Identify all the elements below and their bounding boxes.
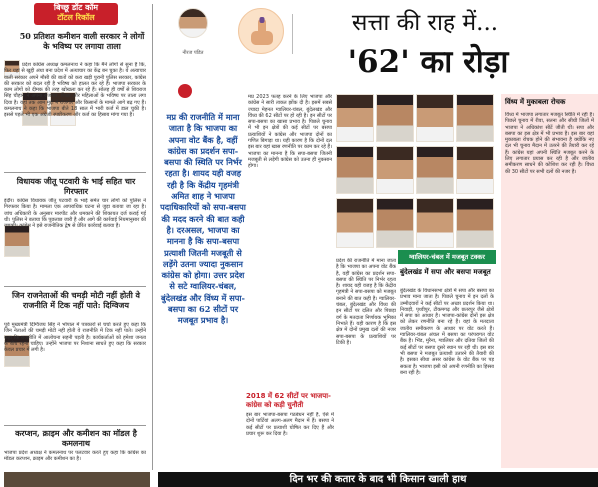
headline-corruption: करप्शन, क्राइम और कमीशन का मॉडल है कमलनाथ [15,428,137,448]
hand-ink-icon [238,8,284,54]
subhead-2018: 2018 में 62 सीटों पर भाजपा-कांग्रेस को कड़ी चुनौती [246,392,331,409]
candidate-photo [456,94,494,142]
author-photo [178,8,208,38]
sidebar-vindhya [501,94,598,468]
section-banner-gwalior: ग्वालियर-चंबल में मजबूत टक्कर [398,250,496,264]
subhead-bundelkhand: बुंदेलखंड में सपा और बसपा मजबूत [400,268,491,276]
article-text-a: मप्र 2023 फतह करने के लिए भाजपा और कांग्रेस ने सारी ताकत झोंक दी है। इसमें सबसे ज्यादा मेहनत ग्वालियर-चंबल, बुंदेलखंड और विंध्य की 62 सीटों पर हो रही है। इन सीटों पर सपा-बसपा का खासा प्रभाव है। पिछले चुनाव में भी इन क्षेत्रों की कई सीटों पर बसपा प्रत्याशियों ने कांग्रेस और भाजपा दोनों का गणित बिगाड़ा था। यही कारण है कि दोनों दल इस बार यहां खास रणनीति पर काम कर रहे हैं। भाजपा का मानना है कि सपा-बसपा जितनी मजबूती से लड़ेगी कांग्रेस को उतना ही नुकसान होगा। [248,94,332,170]
sidebar-body: विंध्य में भाजपा लगातार मजबूत स्थिति में रही है। पिछले चुनाव में रीवा, सतना और सीधी जिलों में भाजपा ने अधिकांश सीटें जीती थीं। सपा और बसपा का इस क्षेत्र में भी प्रभाव है। इस बार यहां मुकाबला रोचक होने की संभावना है क्योंकि नए दल भी चुनाव मैदान में उतरने की तैयारी कर रहे हैं। कांग्रेस यहां अपनी स्थिति मजबूत करने के लिए लगातार प्रयास कर रही है और जातीय समीकरण साधने की कोशिश कर रही है। विंध्य की 30 सीटों पर सभी दलों की नजर है। [505,112,594,175]
left-column [0,0,150,472]
candidate-photo [336,146,374,194]
candidate-photo [416,198,454,248]
bullet-icon [178,84,192,98]
candidate-photo [376,198,414,248]
sidebar-title: विंध्य में मुकाबला रोचक [505,98,566,106]
story-digvijay-body: पूर्व मुख्यमंत्री दिग्विजय सिंह ने भोपाल में पत्रकारों से चर्चा करते हुए कहा कि जिन नेताओं की चमड़ी मोटी नहीं होती वे राजनीति में टिक नहीं पाते। उन्होंने कहा कि राजनीति में आलोचना सहनी पड़ती है। कार्यकर्ताओं को हमेशा जनता के बीच रहना चाहिए। उन्होंने भाजपा पर निशाना साधते हुए कहा कि सरकार केवल प्रचार में लगी है। [4,322,146,354]
bottom-banner: दिन भर की कतार के बाद भी किसान खाली हाथ [158,472,598,487]
divider [4,286,146,287]
article-column-c [400,288,494,468]
article-column-a-tail: इस बार भाजपा-बसपा गठबंधन नहीं है, ऐसे में दोनों पार्टियां अलग-अलग मैदान में हैं। बसपा ने कई सीटों पर प्रत्याशी घोषित कर दिए हैं और प्रचार शुरू कर दिया है। [246,412,334,437]
divider [292,14,293,54]
story-jitu-body: इंदौर। कांग्रेस विधायक जीतू पटवारी के भाई समेत चार लोगों को पुलिस ने गिरफ्तार किया है। मामला एक आपराधिक घटना से जुड़ा बताया जा रहा है। जांच अधिकारी के अनुसार मारपीट और धमकाने की शिकायत दर्ज कराई गई थी। पुलिस ने बताया कि पूछताछ जारी है और आगे की कार्रवाई नियमानुसार की जाएगी। कांग्रेस ने इसे राजनीतिक द्वेष से प्रेरित कार्रवाई बताया है। [4,198,146,230]
candidate-photo [336,94,374,142]
article-column-b: प्रदेश की राजनीति में माना जाता है कि भाजपा का अपना वोट बैंक है, वहीं कांग्रेस का प्रदर्शन सपा-बसपा की स्थिति पर निर्भर रहता है। शायद यही वजह है कि केंद्रीय गृहमंत्री ने सपा-बसपा को मजबूत बनाने की बात कही है। ग्वालियर-चंबल, बुंदेलखंड और विंध्य की इन सीटों पर दलित और पिछड़ा वर्ग के मतदाता निर्णायक भूमिका निभाते हैं। यही कारण है कि इस क्षेत्र में दोनों प्रमुख दलों की नजर सपा-बसपा के प्रत्याशियों पर टिकी है। [336,258,396,346]
divider [4,172,146,173]
candidate-photo [336,198,374,248]
article-column-a [248,94,332,392]
article-text-c: बुंदेलखंड के विधानसभा क्षेत्रों में सपा और बसपा का प्रभाव माना जाता है। पिछले चुनाव में इन दलों के उम्मीदवारों ने कई सीटों पर अच्छा प्रदर्शन किया था। निवाड़ी, पृथ्वीपुर, टीकमगढ़ और छतरपुर जैसे क्षेत्रों में सपा का आधार है। भाजपा-कांग्रेस दोनों इस क्षेत्र को लेकर रणनीति बना रहे हैं। यहां के मतदाता जातीय समीकरण के आधार पर वोट करते हैं। [400,288,494,332]
article-text-d: ग्वालियर-चंबल अंचल में बसपा का परंपरागत वोट बैंक है। भिंड, मुरैना, ग्वालियर और दतिया जिलों की कई सीटों पर बसपा दूसरे स्थान पर रही थी। इस बार भी बसपा ने मजबूत प्रत्याशी उतारने की तैयारी की है। इसका सीधा असर कांग्रेस के वोट बैंक पर पड़ सकता है। भाजपा इसी को अपनी रणनीति का हिस्सा बना रही है। [400,332,494,376]
tag-line2: टॉटल रिकॉल [57,13,95,22]
candidate-photo [456,146,494,194]
divider [4,425,146,426]
story-corruption-body: भाजपा प्रदेश अध्यक्ष ने कमलनाथ पर पलटवार करते हुए कहा कि कांग्रेस का मॉडल करप्शन, क्राइम और कमीशन का है। [4,450,146,463]
headline-jitu-patwari: विधायक जीतू पटवारी के भाई सहित चार गिरफ्तार [16,176,136,196]
column-divider [152,4,153,470]
candidate-photo [416,146,454,194]
section-tag [34,3,118,25]
candidate-photo-grid [334,94,498,250]
author-caption: नीरज पंडित [182,50,204,56]
candidate-photo [376,146,414,194]
candidate-photo [416,94,454,142]
headline-commission: 50 प्रतिशत कमीशन वाली सरकार ने लोगों के भविष्य पर लगाया ताला [19,31,145,51]
main-title-line2: '62' का रोड़ा [347,44,509,80]
pull-quote: मप्र की राजनीति में माना जाता है कि भाजपा का अपना वोट बैंक है, वहीं कांग्रेस का प्रदर्शन सपा-बसपा की स्थिति पर निर्भर रहता है। शायद यही वजह रही है कि केंद्रीय गृहमंत्री अमित शाह ने भाजपा पदाधिकारियों को सपा-बसपा की मदद करने की बात कही है। दरअसल, भाजपा का मानना है कि सपा-बसपा प्रत्याशी जितनी मजबूती से लड़ेंगे उतना ज्यादा नुकसान कांग्रेस को होगा। उत्तर प्रदेश से सटे ग्वालियर-चंबल, बुंदेलखंड और विंध्य में सपा-बसपा का 62 सीटों पर मजबूत प्रभाव है। [160,112,246,326]
candidate-photo [456,198,494,248]
headline-digvijay: जिन राजनेताओं की चमड़ी मोटी नहीं होती वे राजनीति में टिक नहीं पाते: दिग्विजय [11,290,141,310]
main-title-line1: सत्ता की राह में... [351,10,499,36]
candidate-photo [376,94,414,142]
bottom-photo-strip [4,472,150,487]
tag-line1: बिच्छू डॉट कॉम [53,3,99,12]
story-commission-body: प्रदेश कांग्रेस अध्यक्ष कमलनाथ ने कहा कि मैंने लोगों से सुना है कि, फिर यहां से खुद्दी अंधा बना प्रदेश में अत्याचार का केंद्र बन चुका है। ये अत्याचार वाली सरकार अपने मौसी की बातों को करा खड़ी पुरानी पुलिस सरकार, कांग्रेस की सरकार को बदल रही है भविष्य को हालत कर रहे हैं। भाजपा सरकार के काम लोगों को दीमक की तरह खोखला कर रहे हैं। सोलह ही वर्षों से शिवराज सिंह चौहान ने अपना रोजगार, शिक्षा और महिलाओं के भविष्य पर ताला लगा दिया है। यहां तक आम मुद्दों में रोजगार और किसानों के मामले आगे बढ़ गए हैं। कमलनाथ ने कहा कि भाजपा बीते 18 साल में भारी कर्ज में डाल चुकी है। इससे पहले भी एक अंग्रेजी स्पष्टीकरण और कर्ज का हिसाब मांगा गया है। [4,62,146,119]
